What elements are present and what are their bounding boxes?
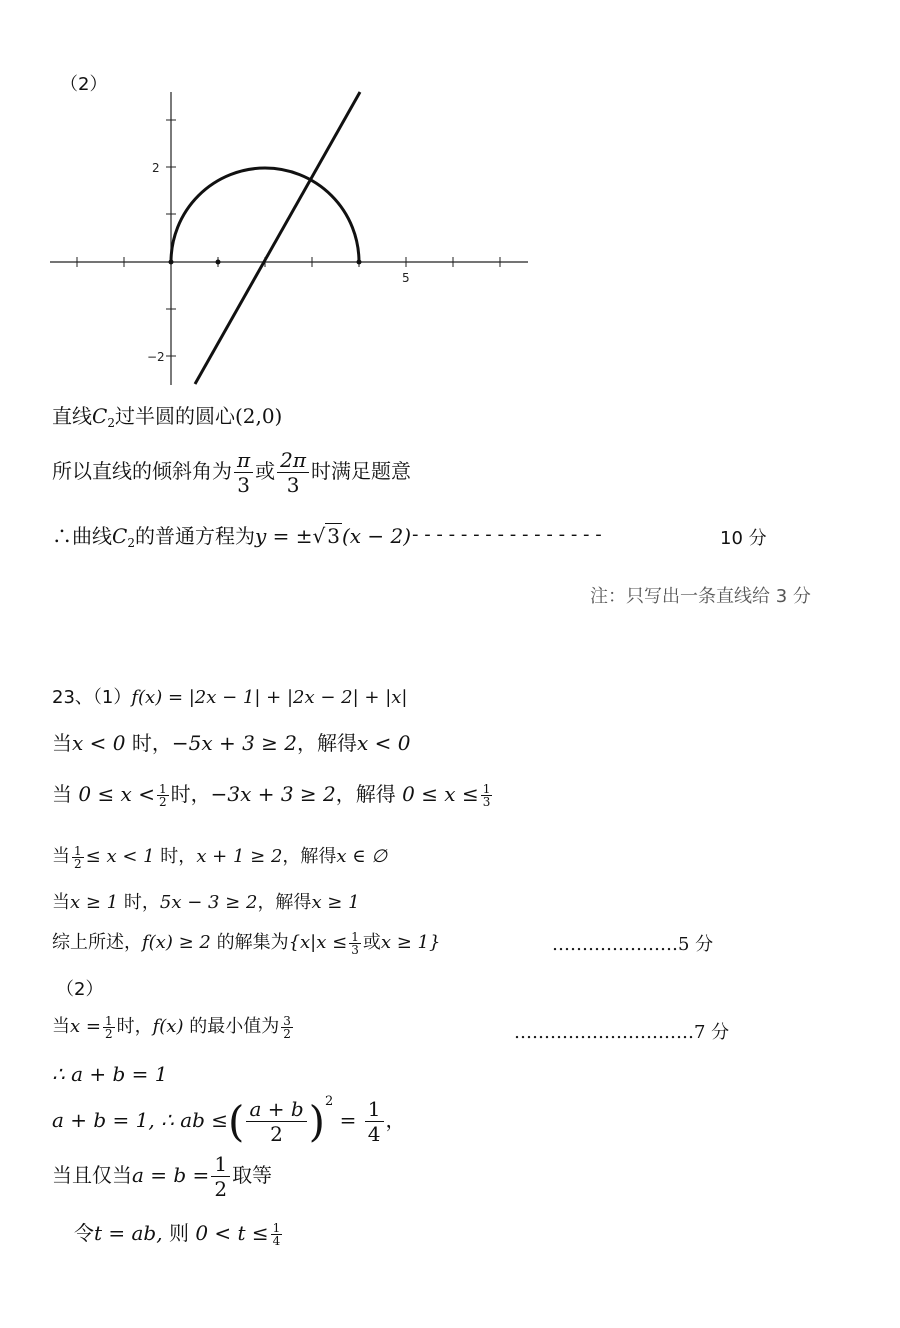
- q23-part2-label: （2）: [56, 979, 104, 1000]
- q22-score: 10 分: [720, 528, 767, 549]
- q22-note: 注：只写出一条直线给 3 分: [590, 586, 811, 607]
- semicircle-curve: [171, 168, 359, 262]
- q22-line1: 直线$C_2$过半圆的圆心(2,0): [52, 404, 283, 430]
- q23-let-line: 令t = ab, 则 0 < t ≤ $\frac{1}{4}$: [74, 1221, 281, 1248]
- q23-case2: 当 0 ≤ x < $\frac{1}{2}$ 时，−3x + 3 ≥ 2，解得 0 ≤ x ≤ $\frac{1}{3}$: [52, 782, 491, 809]
- point-x4: [357, 260, 362, 265]
- part2-label: （2）: [60, 74, 108, 95]
- q23-case4: 当x ≥ 1 时，5x − 3 ≥ 2，解得x ≥ 1: [52, 892, 360, 913]
- q23-summary: 综上所述，f(x) ≥ 2 的解集为{x|x ≤ $\frac{1}{3}$ 或x ≥ 1}: [52, 929, 441, 957]
- q23-summary-score: …………………5 分: [552, 934, 714, 955]
- q23-case1: 当x < 0 时，−5x + 3 ≥ 2，解得x < 0: [52, 731, 411, 755]
- x-tick-label-5: 5: [402, 271, 410, 285]
- y-tick-label-neg2: −2: [147, 350, 165, 364]
- line-c2: [195, 92, 360, 384]
- q23-sum-line: ∴ a + b = 1: [52, 1062, 168, 1086]
- y-tick-label-2: 2: [152, 161, 160, 175]
- q23-case3: 当 $\frac{1}{2}$ ≤ x < 1 时，x + 1 ≥ 2，解得x ∈ ∅: [52, 843, 388, 871]
- point-origin: [169, 260, 174, 265]
- graph-figure: [0, 0, 900, 400]
- q23-head: 23、（1）f(x) = |2x − 1| + |2x − 2| + |x|: [52, 687, 408, 708]
- point-x1: [216, 260, 221, 265]
- q23-equality-line: 当且仅当a = b = $\frac{1}{2}$ 取等: [52, 1152, 273, 1201]
- q23-min-score: …………………………7 分: [514, 1022, 730, 1043]
- q22-dash-leader: - - - - - - - - - - - - - - - -: [412, 524, 602, 545]
- q22-line2: 所以直线的倾斜角为 $\frac{\pi}{3}$ 或 $\frac{2\pi}{3}$ 时满足题意: [52, 448, 412, 497]
- q22-line3: ∴曲线$C_2$的普通方程为y = ±√ 3 (x − 2): [52, 524, 412, 550]
- q23-ineq-line: a + b = 1, ∴ ab ≤( $\frac{a + b}{2}$ )$^2$ = $\frac{1}{4}$ ，: [52, 1094, 406, 1146]
- q23-min-line: 当x = $\frac{1}{2}$ 时，f(x) 的最小值为 $\frac{3}{2}$: [52, 1013, 291, 1041]
